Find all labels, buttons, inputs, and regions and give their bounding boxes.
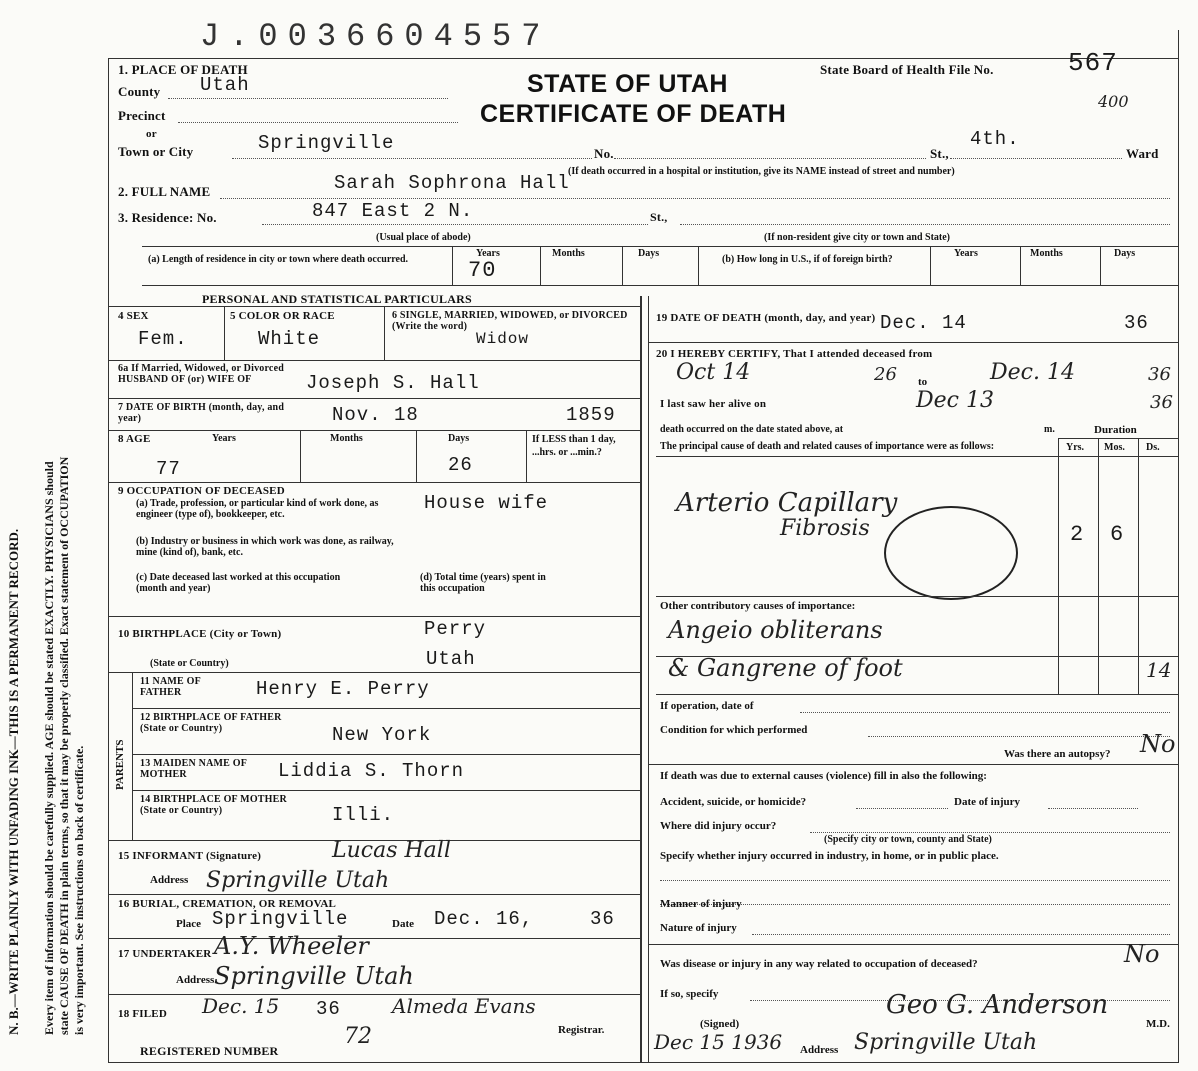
- burial-date-label: Date: [392, 918, 414, 930]
- burial-label: 16 BURIAL, CREMATION, OR REMOVAL: [118, 898, 337, 910]
- undertaker-signature: A.Y. Wheeler: [214, 932, 369, 960]
- margin-text-3: state CAUSE OF DEATH in plain terms, so that it may be properly classified. Exact statement of OCCUPATION: [57, 456, 71, 1035]
- len-col-4: [698, 246, 699, 285]
- length-row-top: [142, 246, 1178, 247]
- autopsy-label: Was there an autopsy?: [1004, 748, 1111, 760]
- cause-mos: 6: [1110, 522, 1125, 547]
- informant-address-label: Address: [150, 874, 189, 886]
- physician-signature: Geo G. Anderson: [886, 990, 1109, 1020]
- age-days-label: Days: [448, 433, 470, 444]
- row-rule-7: [132, 708, 640, 709]
- residence-value: 847 East 2 N.: [312, 200, 474, 222]
- nature-line: [752, 934, 1170, 935]
- dob-label: 7 DATE OF BIRTH (month, day, and year): [118, 402, 285, 424]
- to-label: to: [918, 376, 928, 388]
- years-label-2: Years: [954, 248, 978, 259]
- operation-label: If operation, date of: [660, 700, 754, 712]
- row-rule-9: [132, 790, 640, 791]
- dod-label: 19 DATE OF DEATH (month, day, and year): [656, 312, 876, 324]
- dod-year: 36: [1124, 312, 1149, 334]
- age-col-3: [526, 430, 527, 482]
- county-label: County: [118, 84, 161, 99]
- r-rule-7: [648, 944, 1178, 945]
- where-label: Where did injury occur?: [660, 820, 777, 832]
- industry-line: [660, 880, 1170, 881]
- row-rule-1: [108, 360, 640, 361]
- signed-date: Dec 15 1936: [654, 1030, 783, 1054]
- father-bp-value: New York: [332, 724, 432, 746]
- father-bp-label: 12 BIRTHPLACE OF FATHER (State or Country): [140, 712, 282, 734]
- related-label: Was disease or injury in any way related to occupation of deceased?: [660, 958, 978, 970]
- row-rule-3: [108, 430, 640, 431]
- informant-address: Springville Utah: [206, 868, 390, 893]
- row-rule-5: [108, 616, 640, 617]
- birthplace-state: Utah: [426, 648, 476, 670]
- informant-label: 15 INFORMANT (Signature): [118, 850, 262, 862]
- ward-line: [950, 158, 1122, 159]
- registrar-label: Registrar.: [558, 1024, 605, 1036]
- file-number: 567: [1068, 48, 1118, 78]
- margin-text-1: N. B.—WRITE PLAINLY WITH UNFADING INK—THIS IS A PERMANENT RECORD.: [6, 528, 21, 1035]
- row-rule-4: [108, 482, 640, 483]
- last-saw-label: I last saw her alive on: [660, 398, 767, 410]
- injury-date-line: [1048, 808, 1138, 809]
- right-border: [1178, 30, 1179, 1063]
- row-rule-8: [132, 754, 640, 755]
- duration-label: Duration: [1094, 424, 1137, 436]
- residence-line-2: [680, 224, 1170, 225]
- filed-label: 18 FILED: [118, 1008, 167, 1020]
- operation-line: [800, 712, 1170, 713]
- foreign-label: (b) How long in U.S., if of foreign birth?: [722, 254, 893, 265]
- nonres-note: (If non-resident give city or town and State): [764, 232, 951, 243]
- dob-year: 1859: [566, 404, 616, 426]
- occurred-label: death occurred on the date stated above, at: [660, 424, 844, 435]
- bottom-border: [108, 1062, 1178, 1063]
- residence-line: [262, 224, 648, 225]
- name-line: [220, 198, 1170, 199]
- manner-label: Manner of injury: [660, 898, 742, 910]
- ward-label: Ward: [1126, 146, 1159, 161]
- last-saw-date: Dec 13: [916, 388, 994, 413]
- personal-rule: [108, 306, 640, 307]
- mos-label: Mos.: [1104, 442, 1125, 453]
- age-years: 77: [156, 458, 181, 480]
- color-divider: [384, 306, 385, 360]
- no-line: [614, 158, 926, 159]
- file-number-2: 400: [1098, 92, 1129, 111]
- birthplace-city: Perry: [424, 618, 487, 640]
- document-number: J.0036604557: [200, 18, 551, 55]
- specify-note: (Specify city or town, county and State): [824, 834, 992, 845]
- r-rule-5: [656, 694, 1178, 695]
- contrib-2: & Gangrene of foot: [668, 654, 903, 682]
- mother-label: 13 MAIDEN NAME OF MOTHER: [140, 758, 247, 780]
- row-rule-11: [108, 894, 640, 895]
- row-rule-12: [108, 938, 640, 939]
- years-label: Years: [476, 248, 500, 259]
- mother-value: Liddia S. Thorn: [278, 760, 465, 782]
- spouse-value: Joseph S. Hall: [306, 372, 480, 394]
- r-rule-3: [656, 596, 1178, 597]
- ifso-label: If so, specify: [660, 988, 719, 1000]
- informant-signature: Lucas Hall: [332, 838, 451, 863]
- undertaker-address-label: Address: [176, 974, 215, 986]
- town-line: [232, 158, 592, 159]
- burial-date: Dec. 16,: [434, 908, 534, 930]
- years-value: 70: [468, 258, 497, 283]
- length-label: (a) Length of residence in city or town where death occurred.: [148, 254, 409, 265]
- where-line: [810, 832, 1170, 833]
- contrib-ds: 14: [1146, 658, 1172, 682]
- marital-label: 6 SINGLE, MARRIED, WIDOWED, or DIVORCED (Write the word): [392, 310, 628, 332]
- attend-to: Dec. 14: [990, 360, 1075, 385]
- county-value: Utah: [200, 74, 250, 96]
- parents-divider: [132, 672, 133, 840]
- hospital-note: (If death occurred in a hospital or institution, give its NAME instead of street and number): [568, 166, 955, 177]
- certificate-title: CERTIFICATE OF DEATH: [480, 100, 787, 128]
- contrib-1: Angeio obliterans: [668, 616, 883, 644]
- months-label-2: Months: [1030, 248, 1063, 259]
- precinct-line: [178, 122, 458, 123]
- father-value: Henry E. Perry: [256, 678, 430, 700]
- color-value: White: [258, 328, 321, 350]
- filed-year: 36: [316, 998, 341, 1020]
- last-saw-year: 36: [1150, 392, 1173, 413]
- age-less-label: If LESS than 1 day, ...hrs. or ...min.?: [532, 434, 616, 458]
- len-col-1: [452, 246, 453, 285]
- signed-label: (Signed): [700, 1018, 740, 1030]
- sex-value: Fem.: [138, 328, 188, 350]
- undertaker-address: Springville Utah: [214, 962, 414, 990]
- center-divider: [640, 296, 642, 1063]
- contrib-label: Other contributory causes of importance:: [660, 600, 856, 612]
- len-col-7: [1100, 246, 1101, 285]
- dob-value: Nov. 18: [332, 404, 419, 426]
- or-label: or: [146, 128, 157, 140]
- r-rule-6: [648, 764, 1178, 765]
- birthplace-label: 10 BIRTHPLACE (City or Town): [118, 628, 282, 640]
- occ-a-label: (a) Trade, profession, or particular kind of work done, as engineer (type of), bookkeeper, etc.: [136, 498, 379, 520]
- personal-heading: PERSONAL AND STATISTICAL PARTICULARS: [202, 292, 472, 306]
- occ-c-label: (c) Date deceased last worked at this occupation (month and year): [136, 572, 341, 594]
- physician-address: Springville Utah: [854, 1030, 1038, 1055]
- file-label: State Board of Health File No.: [820, 62, 994, 77]
- dod-value: Dec. 14: [880, 312, 967, 334]
- ds-label: Ds.: [1146, 442, 1160, 453]
- registered-number: 72: [344, 1024, 372, 1049]
- condition-line: [868, 736, 1170, 737]
- left-border: [108, 58, 109, 1063]
- precinct-label: Precinct: [118, 108, 166, 123]
- full-name-value: Sarah Sophrona Hall: [334, 172, 570, 194]
- cause-1: Arterio Capillary: [676, 488, 898, 518]
- mother-bp-value: Illi.: [332, 804, 395, 826]
- undertaker-label: 17 UNDERTAKER: [118, 948, 212, 960]
- st-label: St.,: [930, 146, 949, 161]
- parents-label: PARENTS: [114, 739, 126, 790]
- external-label: If death was due to external causes (violence) fill in also the following:: [660, 770, 987, 782]
- registered-number-label: REGISTERED NUMBER: [140, 1044, 279, 1058]
- age-col-2: [416, 430, 417, 482]
- abode-note: (Usual place of abode): [376, 232, 471, 243]
- months-label: Months: [552, 248, 585, 259]
- age-days: 26: [448, 454, 473, 476]
- occupation-value: House wife: [424, 492, 549, 514]
- father-label: 11 NAME OF FATHER: [140, 676, 201, 698]
- injury-date-label: Date of injury: [954, 796, 1020, 808]
- burial-year: 36: [590, 908, 615, 930]
- age-years-label: Years: [212, 433, 236, 444]
- len-col-3: [622, 246, 623, 285]
- marital-value: Widow: [476, 330, 530, 348]
- spouse-label: 6a If Married, Widowed, or Divorced HUSBAND OF (or) WIFE OF: [118, 363, 284, 385]
- physician-address-label: Address: [800, 1044, 839, 1056]
- bp-state-label: (State or Country): [150, 658, 229, 669]
- attend-from-year: 26: [874, 364, 897, 385]
- town-label: Town or City: [118, 144, 194, 159]
- registrar-signature: Almeda Evans: [392, 994, 536, 1018]
- state-title: STATE OF UTAH: [527, 70, 728, 98]
- town-value: Springville: [258, 132, 395, 154]
- residence-st: St.,: [650, 210, 668, 224]
- cause-yrs: 2: [1070, 522, 1085, 547]
- top-border: [108, 58, 1178, 59]
- full-name-label: 2. FULL NAME: [118, 184, 211, 199]
- related-value: No: [1124, 940, 1160, 968]
- len-col-2: [540, 246, 541, 285]
- margin-text-2: Every item of information should be carefully supplied. AGE should be stated EXACTLY. PHYSICIANS should: [42, 461, 56, 1035]
- burial-place-label: Place: [176, 918, 202, 930]
- attend-from: Oct 14: [676, 360, 751, 385]
- attend-to-year: 36: [1148, 364, 1171, 385]
- age-months-label: Months: [330, 433, 363, 444]
- filed-date: Dec. 15: [202, 994, 280, 1018]
- no-label: No.: [594, 146, 614, 161]
- days-label-2: Days: [1114, 248, 1136, 259]
- industry-label: Specify whether injury occurred in industry, in home, or in public place.: [660, 850, 999, 862]
- occ-d-label: (d) Total time (years) spent in this occupation: [420, 572, 546, 594]
- md-label: M.D.: [1146, 1018, 1170, 1030]
- cause-label: The principal cause of death and related causes of importance were as follows:: [660, 441, 995, 452]
- residence-label: 3. Residence: No.: [118, 210, 217, 225]
- autopsy-value: No: [1140, 730, 1176, 758]
- m-label: m.: [1044, 424, 1055, 435]
- cause-2: Fibrosis: [780, 516, 870, 541]
- certify-label: 20 I HEREBY CERTIFY, That I attended deceased from: [656, 348, 933, 360]
- row-rule-2: [108, 398, 640, 399]
- length-row-bottom: [142, 285, 1178, 286]
- row-rule-13: [108, 994, 640, 995]
- occupation-label: 9 OCCUPATION OF DECEASED: [118, 485, 285, 497]
- nature-label: Nature of injury: [660, 922, 737, 934]
- r-rule-2: [656, 456, 1178, 457]
- color-label: 5 COLOR OR RACE: [230, 310, 335, 322]
- dur-rule: [1058, 438, 1178, 439]
- place-of-death-label: 1. PLACE OF DEATH: [118, 62, 248, 77]
- ink-circle: [884, 506, 1018, 600]
- r-rule-1: [648, 342, 1178, 343]
- sex-divider: [224, 306, 225, 360]
- sex-label: 4 SEX: [118, 310, 149, 322]
- county-line: [168, 98, 448, 99]
- len-col-5: [930, 246, 931, 285]
- center-divider-2: [648, 296, 649, 1063]
- row-rule-6: [108, 672, 640, 673]
- accident-line: [856, 808, 948, 809]
- ward-value: 4th.: [970, 128, 1020, 150]
- mother-bp-label: 14 BIRTHPLACE OF MOTHER (State or Country): [140, 794, 287, 816]
- yrs-label: Yrs.: [1066, 442, 1085, 453]
- accident-label: Accident, suicide, or homicide?: [660, 796, 807, 808]
- age-col-1: [300, 430, 301, 482]
- occ-b-label: (b) Industry or business in which work was done, as railway, mine (kind of), bank, etc.: [136, 536, 394, 558]
- days-label: Days: [638, 248, 660, 259]
- len-col-6: [1020, 246, 1021, 285]
- burial-place: Springville: [212, 908, 349, 930]
- condition-label: Condition for which performed: [660, 724, 808, 736]
- age-label: 8 AGE: [118, 433, 151, 445]
- margin-text-4: is very important. See instructions on back of certificate.: [72, 745, 86, 1035]
